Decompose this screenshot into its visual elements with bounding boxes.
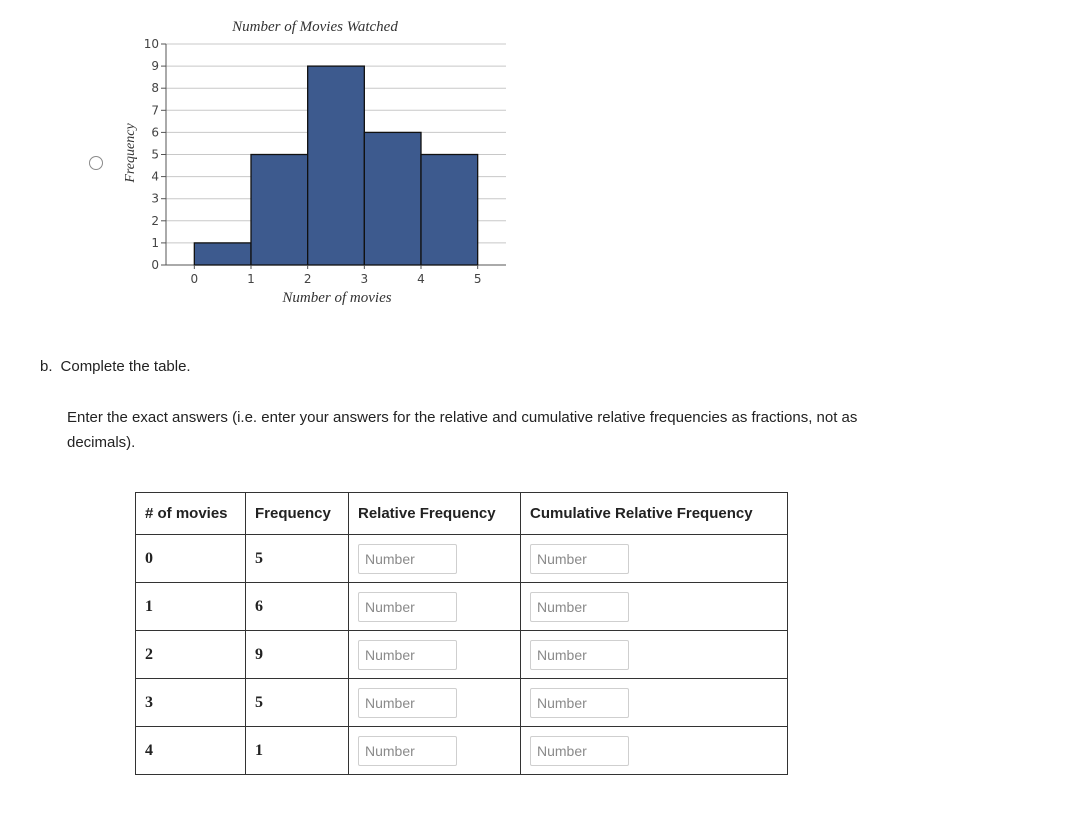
cumulative-relative-frequency-input[interactable] (530, 592, 629, 622)
x-tick-label: 5 (473, 272, 482, 286)
y-tick-label: 1 (151, 235, 159, 250)
relative-frequency-input[interactable] (358, 592, 457, 622)
table-row (136, 631, 788, 679)
part-text: Complete the table. (60, 358, 191, 375)
y-tick-label: 5 (151, 147, 159, 162)
header-movies: # of movies (136, 493, 246, 535)
movies-cell: 3 (136, 679, 246, 727)
y-tick-label: 0 (151, 258, 159, 272)
x-tick-label: 3 (360, 272, 369, 286)
cumulative-frequency-cell (521, 535, 788, 583)
part-letter: b. (40, 358, 53, 375)
cumulative-frequency-cell (521, 679, 788, 727)
histogram-bar (251, 155, 308, 266)
chart-title: Number of Movies Watched (232, 19, 398, 35)
relative-frequency-cell (349, 679, 521, 727)
y-axis-label: Frequency (123, 123, 138, 183)
x-tick-label: 4 (417, 272, 425, 286)
x-tick-label: 2 (303, 272, 312, 286)
cumulative-relative-frequency-input[interactable] (530, 688, 629, 718)
movies-cell: 0 (136, 535, 246, 583)
relative-frequency-cell (349, 583, 521, 631)
cumulative-relative-frequency-input[interactable] (530, 736, 629, 766)
header-relative-frequency: Relative Frequency (349, 493, 521, 535)
cumulative-relative-frequency-input[interactable] (530, 640, 629, 670)
relative-frequency-input[interactable] (358, 736, 457, 766)
table-row (136, 679, 788, 727)
cumulative-frequency-cell (521, 583, 788, 631)
y-tick-label: 3 (151, 191, 159, 206)
histogram-chart (0, 0, 560, 320)
header-frequency: Frequency (246, 493, 349, 535)
table-header-row (136, 493, 788, 535)
relative-frequency-input[interactable] (358, 688, 457, 718)
histogram-bar (194, 243, 251, 265)
table-row (136, 535, 788, 583)
y-tick-label: 6 (151, 125, 159, 140)
table-row (136, 727, 788, 775)
frequency-cell: 9 (246, 631, 349, 679)
header-cumulative-relative-frequency: Cumulative Relative Frequency (521, 493, 788, 535)
cumulative-frequency-cell (521, 727, 788, 775)
y-tick-label: 10 (143, 37, 159, 51)
frequency-cell: 6 (246, 583, 349, 631)
y-tick-label: 9 (151, 59, 159, 74)
relative-frequency-cell (349, 631, 521, 679)
relative-frequency-cell (349, 535, 521, 583)
y-tick-label: 2 (151, 213, 159, 228)
frequency-table (135, 492, 788, 775)
y-tick-label: 7 (151, 103, 159, 118)
histogram-bar (364, 132, 421, 265)
part-b-label (40, 358, 191, 375)
x-tick-label: 1 (247, 272, 255, 286)
relative-frequency-cell (349, 727, 521, 775)
x-axis-label: Number of movies (282, 290, 392, 306)
x-tick-label: 0 (190, 272, 199, 286)
frequency-cell: 5 (246, 679, 349, 727)
movies-cell: 1 (136, 583, 246, 631)
table-row (136, 583, 788, 631)
instructions-text: Enter the exact answers (i.e. enter your answers for the relative and cumulative relative frequencies as fractions, not as decimals). (67, 409, 858, 451)
frequency-cell: 1 (246, 727, 349, 775)
relative-frequency-input[interactable] (358, 544, 457, 574)
histogram-bar (421, 155, 478, 266)
y-tick-label: 4 (151, 169, 159, 184)
y-tick-label: 8 (151, 81, 159, 96)
relative-frequency-input[interactable] (358, 640, 457, 670)
movies-cell: 4 (136, 727, 246, 775)
histogram-bar (308, 66, 365, 265)
cumulative-relative-frequency-input[interactable] (530, 544, 629, 574)
frequency-cell: 5 (246, 535, 349, 583)
cumulative-frequency-cell (521, 631, 788, 679)
movies-cell: 2 (136, 631, 246, 679)
